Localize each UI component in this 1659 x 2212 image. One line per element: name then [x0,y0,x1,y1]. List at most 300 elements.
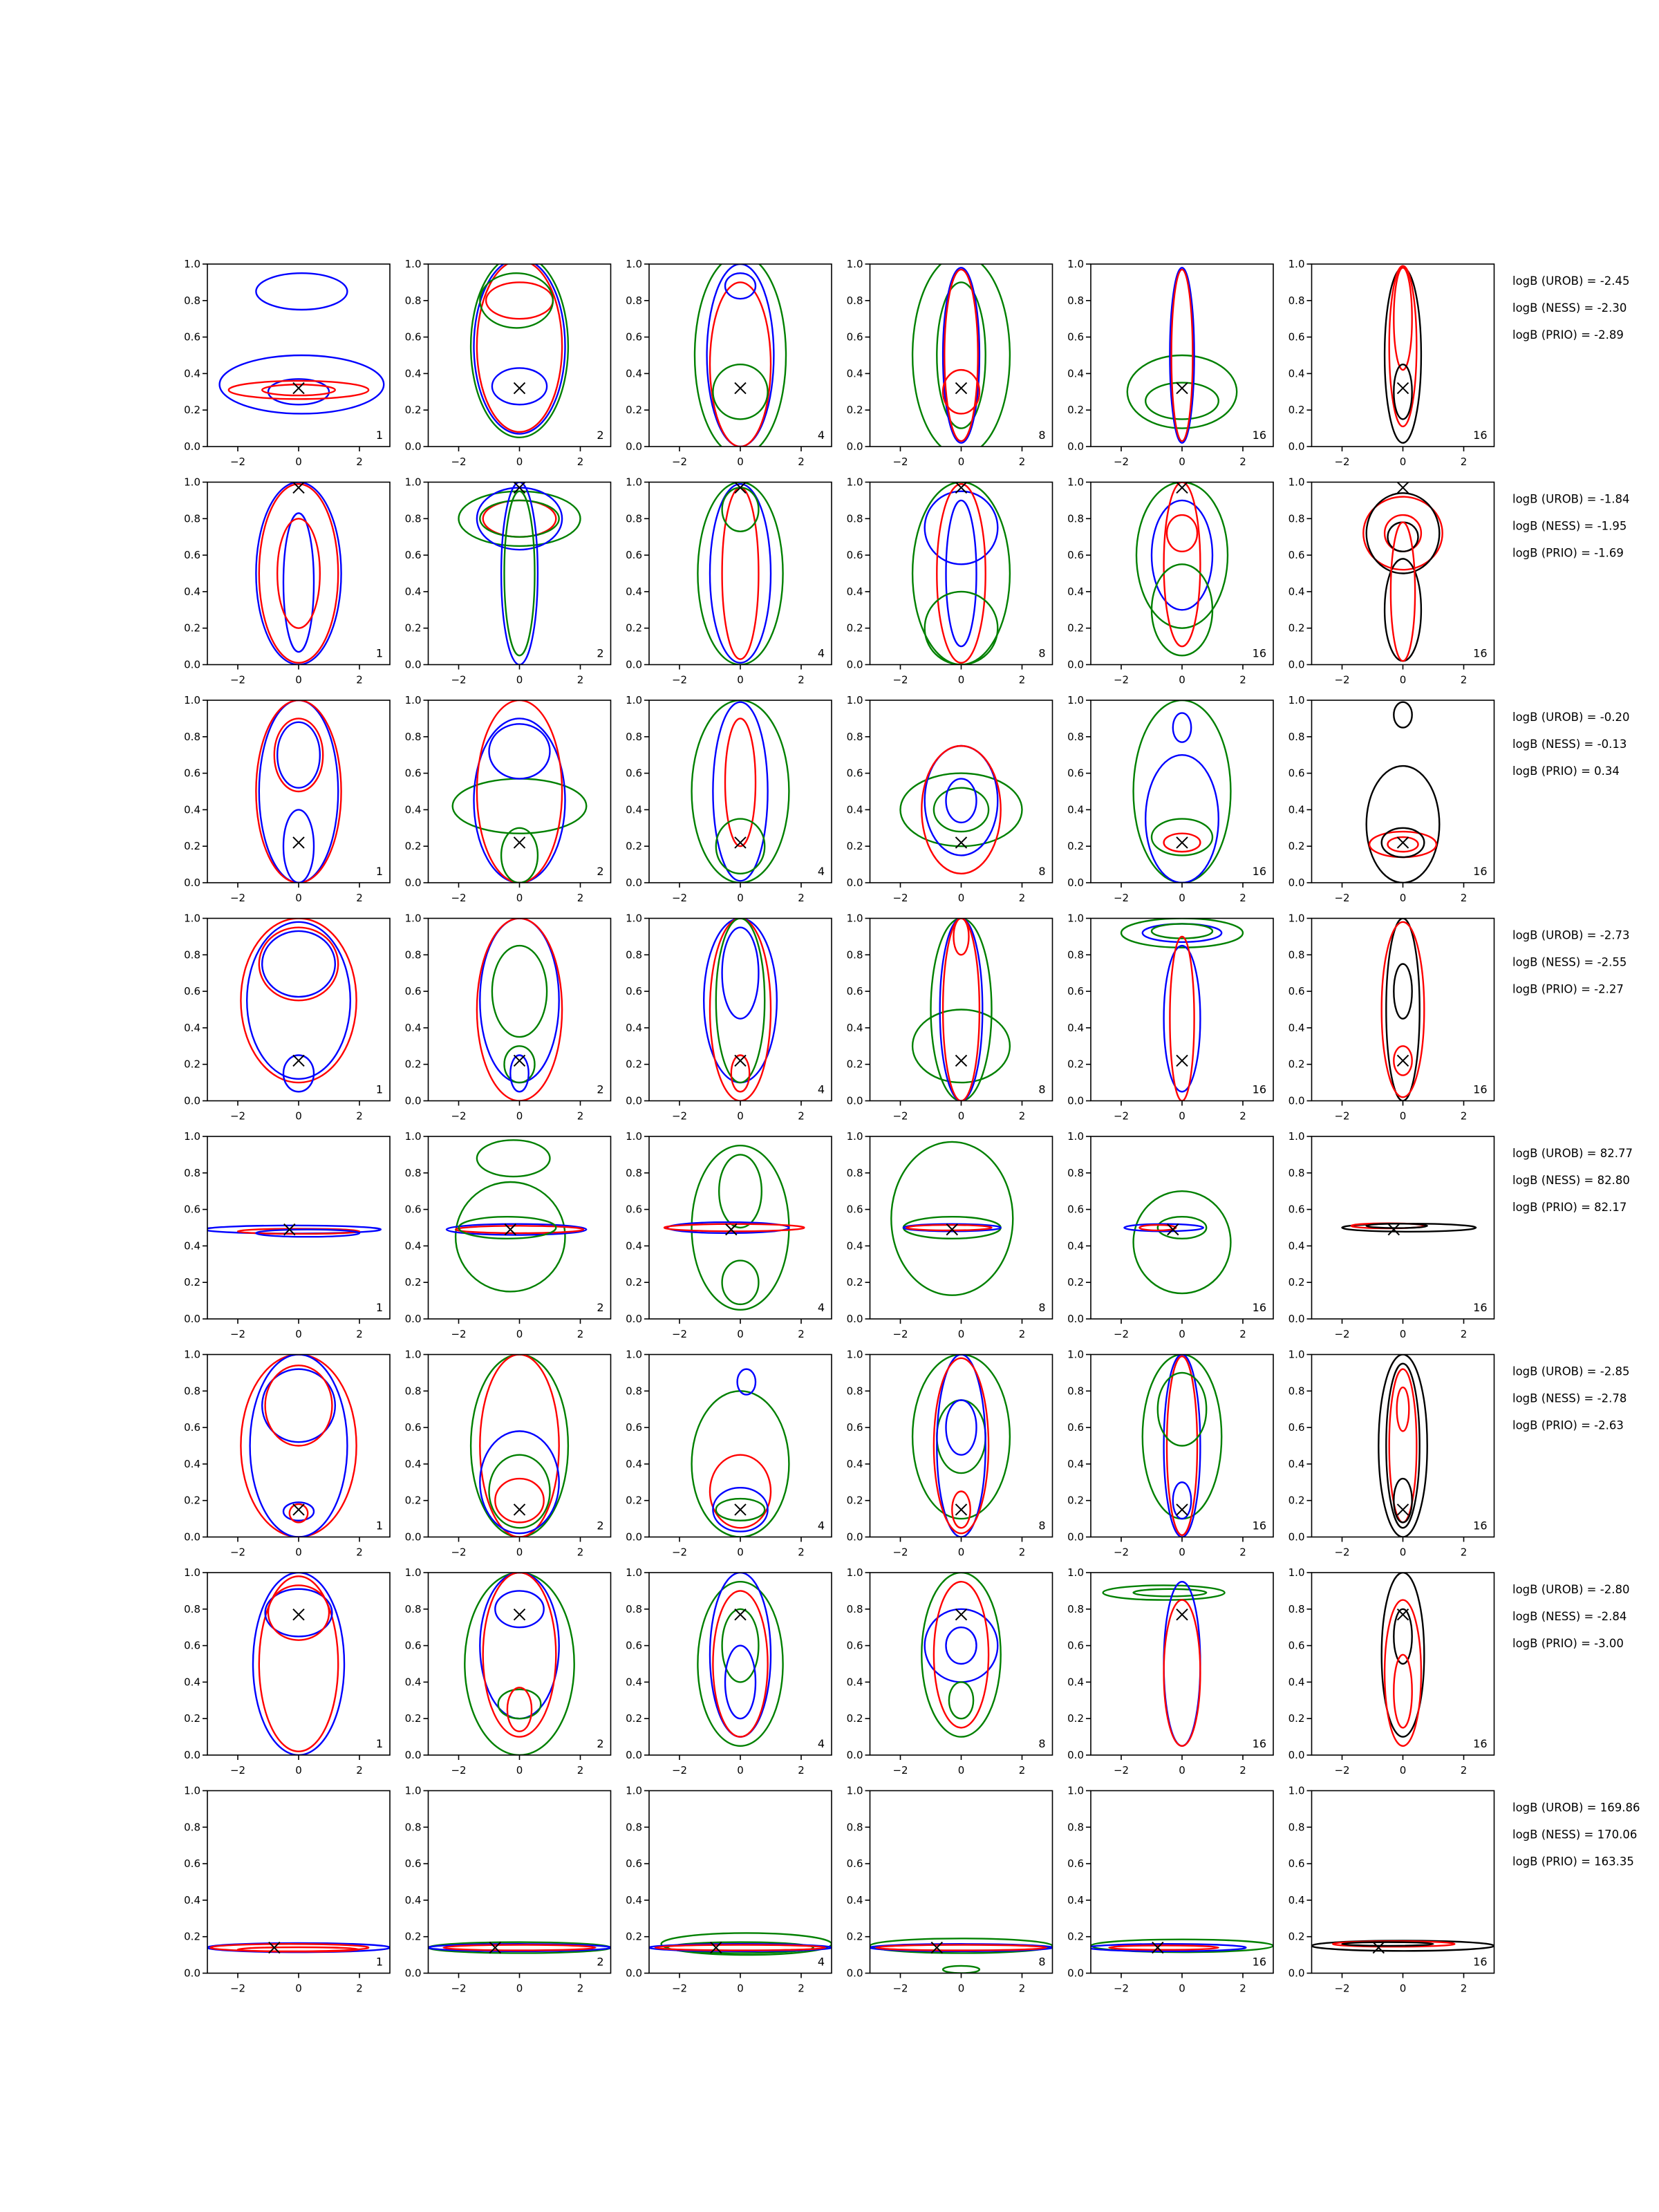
y-tick-label: 0.8 [626,730,642,743]
contour-group [253,1573,344,1755]
y-tick-label: 1.0 [1067,1130,1084,1143]
y-tick-label: 0.4 [404,585,422,598]
contour-group [1103,1582,1225,1746]
subplot [626,1566,832,1777]
y-tick-label: 1.0 [404,1130,422,1143]
y-tick-label: 0.8 [1288,512,1305,525]
y-tick-label: 0.6 [184,1857,200,1871]
contour-blue [480,1431,559,1533]
y-tick-label: 0.0 [1067,877,1084,889]
y-tick-label: 0.4 [404,1893,422,1906]
contour-green [937,1400,985,1474]
contour-group [241,919,356,1092]
contour-green [949,1682,973,1718]
y-tick-label: 0.0 [404,1094,422,1107]
logb-prio: logB (PRIO) = 0.34 [1512,765,1620,778]
y-tick-label: 0.6 [626,1421,642,1434]
x-tick-label: −2 [229,1546,246,1559]
x-tick-label: −2 [1113,456,1130,468]
x-tick-label: 0 [1179,1546,1185,1559]
subplot [184,258,390,468]
y-tick-label: 0.4 [846,1893,863,1906]
y-tick-label: 0.6 [846,330,863,344]
contour-group [1378,1355,1427,1537]
contour-group [697,482,782,664]
contour-red [259,484,338,663]
y-tick-label: 0.4 [1288,1457,1305,1470]
contour-group [453,700,587,883]
y-tick-label: 0.2 [404,840,422,853]
y-tick-label: 0.4 [1067,1021,1084,1034]
contour-blue [495,1591,543,1627]
x-tick-label: −2 [671,673,688,686]
y-tick-label: 0.0 [626,1313,642,1325]
y-tick-label: 0.4 [184,1021,200,1034]
x-tick-label: 2 [798,1982,805,1995]
y-tick-label: 0.0 [1067,658,1084,671]
contour-blue [946,500,977,646]
contour-red [937,484,985,663]
y-tick-label: 0.8 [184,1385,200,1398]
y-tick-label: 0.2 [404,404,422,417]
x-tick-label: 0 [295,892,302,904]
contour-group [459,482,581,664]
y-tick-label: 0.6 [404,330,422,344]
x-tick-label: 2 [798,673,805,686]
subplot [1067,476,1273,686]
y-tick-label: 0.6 [1288,1857,1305,1871]
y-tick-label: 0.4 [846,1676,863,1689]
panel-label: 16 [1252,429,1266,442]
y-tick-label: 0.8 [846,1602,863,1615]
contour-group [692,700,789,883]
panel-label: 16 [1252,1301,1266,1314]
contour-green [1152,819,1212,856]
y-tick-label: 0.6 [1067,549,1084,562]
x-tick-label: −2 [229,1982,246,1995]
y-tick-label: 0.6 [404,1857,422,1871]
contour-green [1134,1589,1207,1597]
subplot [1067,1349,1273,1559]
panel-label: 8 [1038,1955,1046,1969]
x-tick-label: −2 [892,892,908,904]
contour-red [1167,515,1197,552]
subplot [184,1130,390,1340]
y-tick-label: 0.4 [184,585,200,598]
x-tick-label: 0 [957,1109,965,1123]
contour-blue [925,491,998,565]
x-tick-label: −2 [671,1109,688,1123]
contour-group [901,746,1022,874]
y-tick-label: 0.0 [184,1749,200,1761]
panel-label: 8 [1038,1301,1046,1314]
x-tick-label: −2 [229,1764,246,1777]
contour-group [256,700,341,883]
contour-red [1391,523,1415,662]
subplot [847,1349,1053,1559]
contour-black [1394,964,1412,1019]
contour-green [722,1261,759,1304]
x-tick-label: 0 [737,1109,744,1123]
x-tick-label: 0 [1179,1328,1185,1340]
y-tick-label: 0.4 [1288,803,1305,816]
true-value-marker [1398,383,1409,394]
subplot [184,476,390,686]
y-tick-label: 1.0 [404,912,422,925]
x-tick-label: −2 [671,1328,688,1340]
logb-urob: logB (UROB) = -2.45 [1512,274,1630,288]
contour-green [912,255,1010,456]
y-tick-label: 0.8 [846,294,863,307]
panel-label: 16 [1473,646,1488,660]
y-tick-label: 0.0 [1067,1094,1084,1107]
subplot [847,694,1053,904]
contour-red [934,1582,988,1727]
contour-group [1367,702,1440,883]
contour-green [1121,919,1243,948]
y-tick-label: 0.2 [846,1930,863,1943]
contour-green [480,273,553,328]
x-tick-label: 2 [1239,1546,1246,1559]
contour-group [1124,1191,1230,1293]
y-tick-label: 0.8 [404,1821,422,1834]
x-tick-label: 0 [516,1982,523,1995]
panel-label: 1 [375,1301,383,1314]
y-tick-label: 0.0 [1067,440,1084,453]
contour-red [1369,832,1436,857]
y-tick-label: 1.0 [1067,912,1084,925]
x-tick-label: −2 [892,1546,908,1559]
contour-red [934,1358,988,1533]
contour-group [912,482,1010,664]
y-tick-label: 0.6 [184,1421,200,1434]
contour-green [943,1966,980,1974]
true-value-marker [514,1055,525,1066]
x-tick-label: 0 [295,456,302,468]
x-tick-label: 2 [1018,1546,1026,1559]
y-tick-label: 0.4 [184,1676,200,1689]
y-tick-label: 0.2 [184,404,200,417]
y-tick-label: 1.0 [846,1348,863,1361]
contour-green [912,482,1010,665]
axes-frame [207,919,390,1101]
contour-red [1388,837,1418,852]
x-tick-label: 0 [957,456,965,468]
x-tick-label: 2 [1460,456,1468,468]
contour-group [1136,482,1228,655]
axes-frame [649,482,832,665]
y-tick-label: 0.6 [404,1421,422,1434]
contour-group [912,1355,1010,1537]
true-value-marker [956,1055,967,1066]
y-tick-label: 1.0 [626,1566,642,1579]
y-tick-label: 1.0 [846,1130,863,1143]
panel-label: 16 [1473,1955,1488,1969]
panel-label: 16 [1473,1301,1488,1314]
y-tick-label: 0.4 [846,1457,863,1470]
y-tick-label: 0.6 [404,767,422,780]
y-tick-label: 0.8 [1067,294,1084,307]
x-tick-label: 2 [577,1109,584,1123]
y-tick-label: 0.2 [1067,1276,1084,1289]
x-tick-label: 0 [737,1328,744,1340]
x-tick-label: 2 [356,456,363,468]
contour-black [1367,766,1440,883]
contour-red [1109,1945,1218,1949]
y-tick-label: 0.6 [184,330,200,344]
x-tick-label: −2 [892,1764,908,1777]
y-tick-label: 0.4 [846,1239,863,1253]
contour-black [1342,1942,1434,1946]
x-tick-label: 2 [1460,673,1468,686]
x-tick-label: −2 [1334,1546,1350,1559]
y-tick-label: 0.4 [1288,1893,1305,1906]
contour-blue [283,1502,314,1520]
x-tick-label: 0 [295,1546,302,1559]
contour-group [1121,919,1243,1101]
x-tick-label: 2 [1239,673,1246,686]
y-tick-label: 0.4 [626,1457,642,1470]
y-tick-label: 0.2 [626,1276,642,1289]
y-tick-label: 0.2 [626,1058,642,1071]
y-tick-label: 1.0 [846,1784,863,1797]
axes-frame [870,482,1053,665]
contour-group [912,255,1010,456]
axes-frame [1091,482,1273,665]
y-tick-label: 1.0 [846,258,863,270]
subplot [1067,1130,1273,1340]
x-tick-label: −2 [671,1982,688,1995]
contour-group [695,255,786,456]
y-tick-label: 0.6 [626,1203,642,1216]
y-tick-label: 0.6 [404,1203,422,1216]
subplot [405,1785,611,1995]
y-tick-label: 0.6 [1288,767,1305,780]
y-tick-label: 0.6 [626,1857,642,1871]
y-tick-label: 0.8 [846,730,863,743]
y-tick-label: 0.8 [1067,1821,1084,1834]
contour-red [1164,1600,1201,1746]
axes-frame [649,700,832,883]
subplot [1288,1130,1494,1340]
axes-frame [429,700,611,883]
y-tick-label: 0.8 [1067,512,1084,525]
subplot [405,476,611,686]
contour-red [944,270,977,441]
x-tick-label: −2 [671,892,688,904]
panel-label: 2 [597,1082,604,1096]
logb-prio: logB (PRIO) = -2.27 [1512,982,1624,996]
contour-red [664,1224,804,1232]
contour-green [456,1182,565,1291]
y-tick-label: 0.6 [184,767,200,780]
y-tick-label: 0.0 [846,1530,863,1544]
x-tick-label: 0 [1179,1109,1185,1123]
y-tick-label: 0.0 [846,658,863,671]
contour-group [891,1142,1013,1295]
y-tick-label: 0.4 [184,803,200,816]
y-tick-label: 0.6 [1067,1639,1084,1652]
x-tick-label: −2 [1334,892,1350,904]
x-tick-label: −2 [229,1328,246,1340]
x-tick-label: 0 [957,673,965,686]
panel-label: 16 [1473,1082,1488,1096]
panel-label: 4 [817,865,825,878]
y-tick-label: 1.0 [184,1348,200,1361]
logb-urob: logB (UROB) = -2.85 [1512,1365,1630,1378]
y-tick-label: 0.8 [846,1385,863,1398]
y-tick-label: 0.2 [404,1276,422,1289]
x-tick-label: 0 [737,1764,744,1777]
logb-ness: logB (NESS) = 82.80 [1512,1174,1630,1187]
contour-green [901,774,1022,847]
contour-group [1088,1940,1273,1953]
contour-green [1127,355,1237,429]
x-tick-label: 2 [1460,1546,1468,1559]
contour-blue [1173,1482,1191,1519]
y-tick-label: 0.8 [1067,1385,1084,1398]
y-tick-label: 0.4 [626,1893,642,1906]
y-tick-label: 0.0 [846,1094,863,1107]
x-tick-label: 0 [516,892,523,904]
y-tick-label: 0.6 [846,767,863,780]
contour-blue [474,718,565,883]
contour-green [912,1355,1010,1519]
x-tick-label: 2 [1239,1764,1246,1777]
true-value-marker [293,1504,304,1515]
y-tick-label: 0.2 [626,1494,642,1507]
subplot [1288,1349,1494,1559]
subplot [626,476,832,686]
y-tick-label: 0.2 [846,621,863,635]
y-tick-label: 0.0 [846,440,863,453]
contour-blue [283,513,314,652]
contour-group [1143,1355,1221,1537]
y-tick-label: 0.2 [184,1494,200,1507]
x-tick-label: −2 [451,1546,467,1559]
axes-frame [429,482,611,665]
x-tick-label: 2 [577,892,584,904]
x-tick-label: −2 [892,1328,908,1340]
y-tick-label: 0.6 [846,1421,863,1434]
subplot [1288,1566,1494,1777]
contour-group [241,1355,356,1537]
y-tick-label: 0.8 [626,1602,642,1615]
contour-group [207,1942,390,1953]
true-value-marker [514,383,525,394]
contour-red [268,1585,329,1640]
x-tick-label: 0 [737,1546,744,1559]
y-tick-label: 0.0 [1067,1313,1084,1325]
y-tick-label: 0.6 [846,985,863,998]
y-tick-label: 0.4 [404,1239,422,1253]
x-tick-label: 0 [1399,673,1407,686]
x-tick-label: 2 [1018,892,1026,904]
y-tick-label: 0.6 [1288,985,1305,998]
panel-label: 2 [597,1301,604,1314]
contour-red [1389,266,1417,427]
contour-red [238,1947,359,1951]
y-tick-label: 0.2 [846,840,863,853]
contour-group [1385,266,1421,443]
y-tick-label: 0.4 [846,367,863,380]
contour-group [429,1942,611,1953]
panel-label: 1 [375,1737,383,1750]
y-tick-label: 0.8 [1067,730,1084,743]
subplot [847,1130,1053,1340]
logb-ness: logB (NESS) = 170.06 [1512,1828,1638,1841]
contour-blue [713,702,767,881]
true-value-marker [1177,1055,1188,1066]
true-value-marker [735,1055,746,1066]
x-tick-label: −2 [1334,1982,1350,1995]
panel-label: 8 [1038,1082,1046,1096]
y-tick-label: 0.0 [1067,1967,1084,1980]
y-tick-label: 0.2 [184,1058,200,1071]
subplot [184,912,390,1123]
y-tick-label: 0.6 [1288,1639,1305,1652]
x-tick-label: 2 [356,1328,363,1340]
panel-label: 2 [597,1955,604,1969]
y-tick-label: 0.2 [404,1930,422,1943]
x-tick-label: 0 [737,1982,744,1995]
x-tick-label: −2 [229,892,246,904]
x-tick-label: 2 [577,1546,584,1559]
y-tick-label: 0.4 [404,1457,422,1470]
y-tick-label: 1.0 [626,476,642,489]
axes-frame [429,264,611,447]
x-tick-label: 2 [1239,892,1246,904]
x-tick-label: −2 [1334,1764,1350,1777]
subplot [626,255,832,468]
x-tick-label: 2 [1460,1764,1468,1777]
y-tick-label: 1.0 [404,1784,422,1797]
contour-black [1386,919,1419,1101]
true-value-marker [1398,1609,1409,1620]
contour-group [205,1224,381,1237]
contour-red [1394,268,1412,370]
y-tick-label: 0.2 [846,1058,863,1071]
x-tick-label: −2 [229,673,246,686]
true-value-marker [1388,1224,1399,1235]
contour-red [259,928,338,1001]
contour-red [507,1687,532,1731]
subplot [1288,694,1494,904]
contour-green [1158,1217,1206,1239]
axes-frame [207,1573,390,1755]
contour-group [649,1933,832,1955]
y-tick-label: 0.8 [404,512,422,525]
y-tick-label: 0.6 [626,767,642,780]
contour-green [505,491,535,656]
x-tick-label: 2 [1239,1982,1246,1995]
contour-red [483,500,556,537]
x-tick-label: 2 [1460,892,1468,904]
contour-blue [946,1400,977,1455]
contour-group [256,482,341,664]
y-tick-label: 0.8 [1288,948,1305,962]
true-value-marker [1177,1609,1188,1620]
x-tick-label: 2 [577,1764,584,1777]
y-tick-label: 0.0 [1288,658,1305,671]
subplot [847,255,1053,468]
y-tick-label: 0.2 [846,404,863,417]
y-tick-label: 0.6 [846,1203,863,1216]
contour-red [954,919,969,955]
y-tick-label: 0.4 [1067,1239,1084,1253]
contour-blue [946,779,977,823]
y-tick-label: 0.0 [1288,1530,1305,1544]
